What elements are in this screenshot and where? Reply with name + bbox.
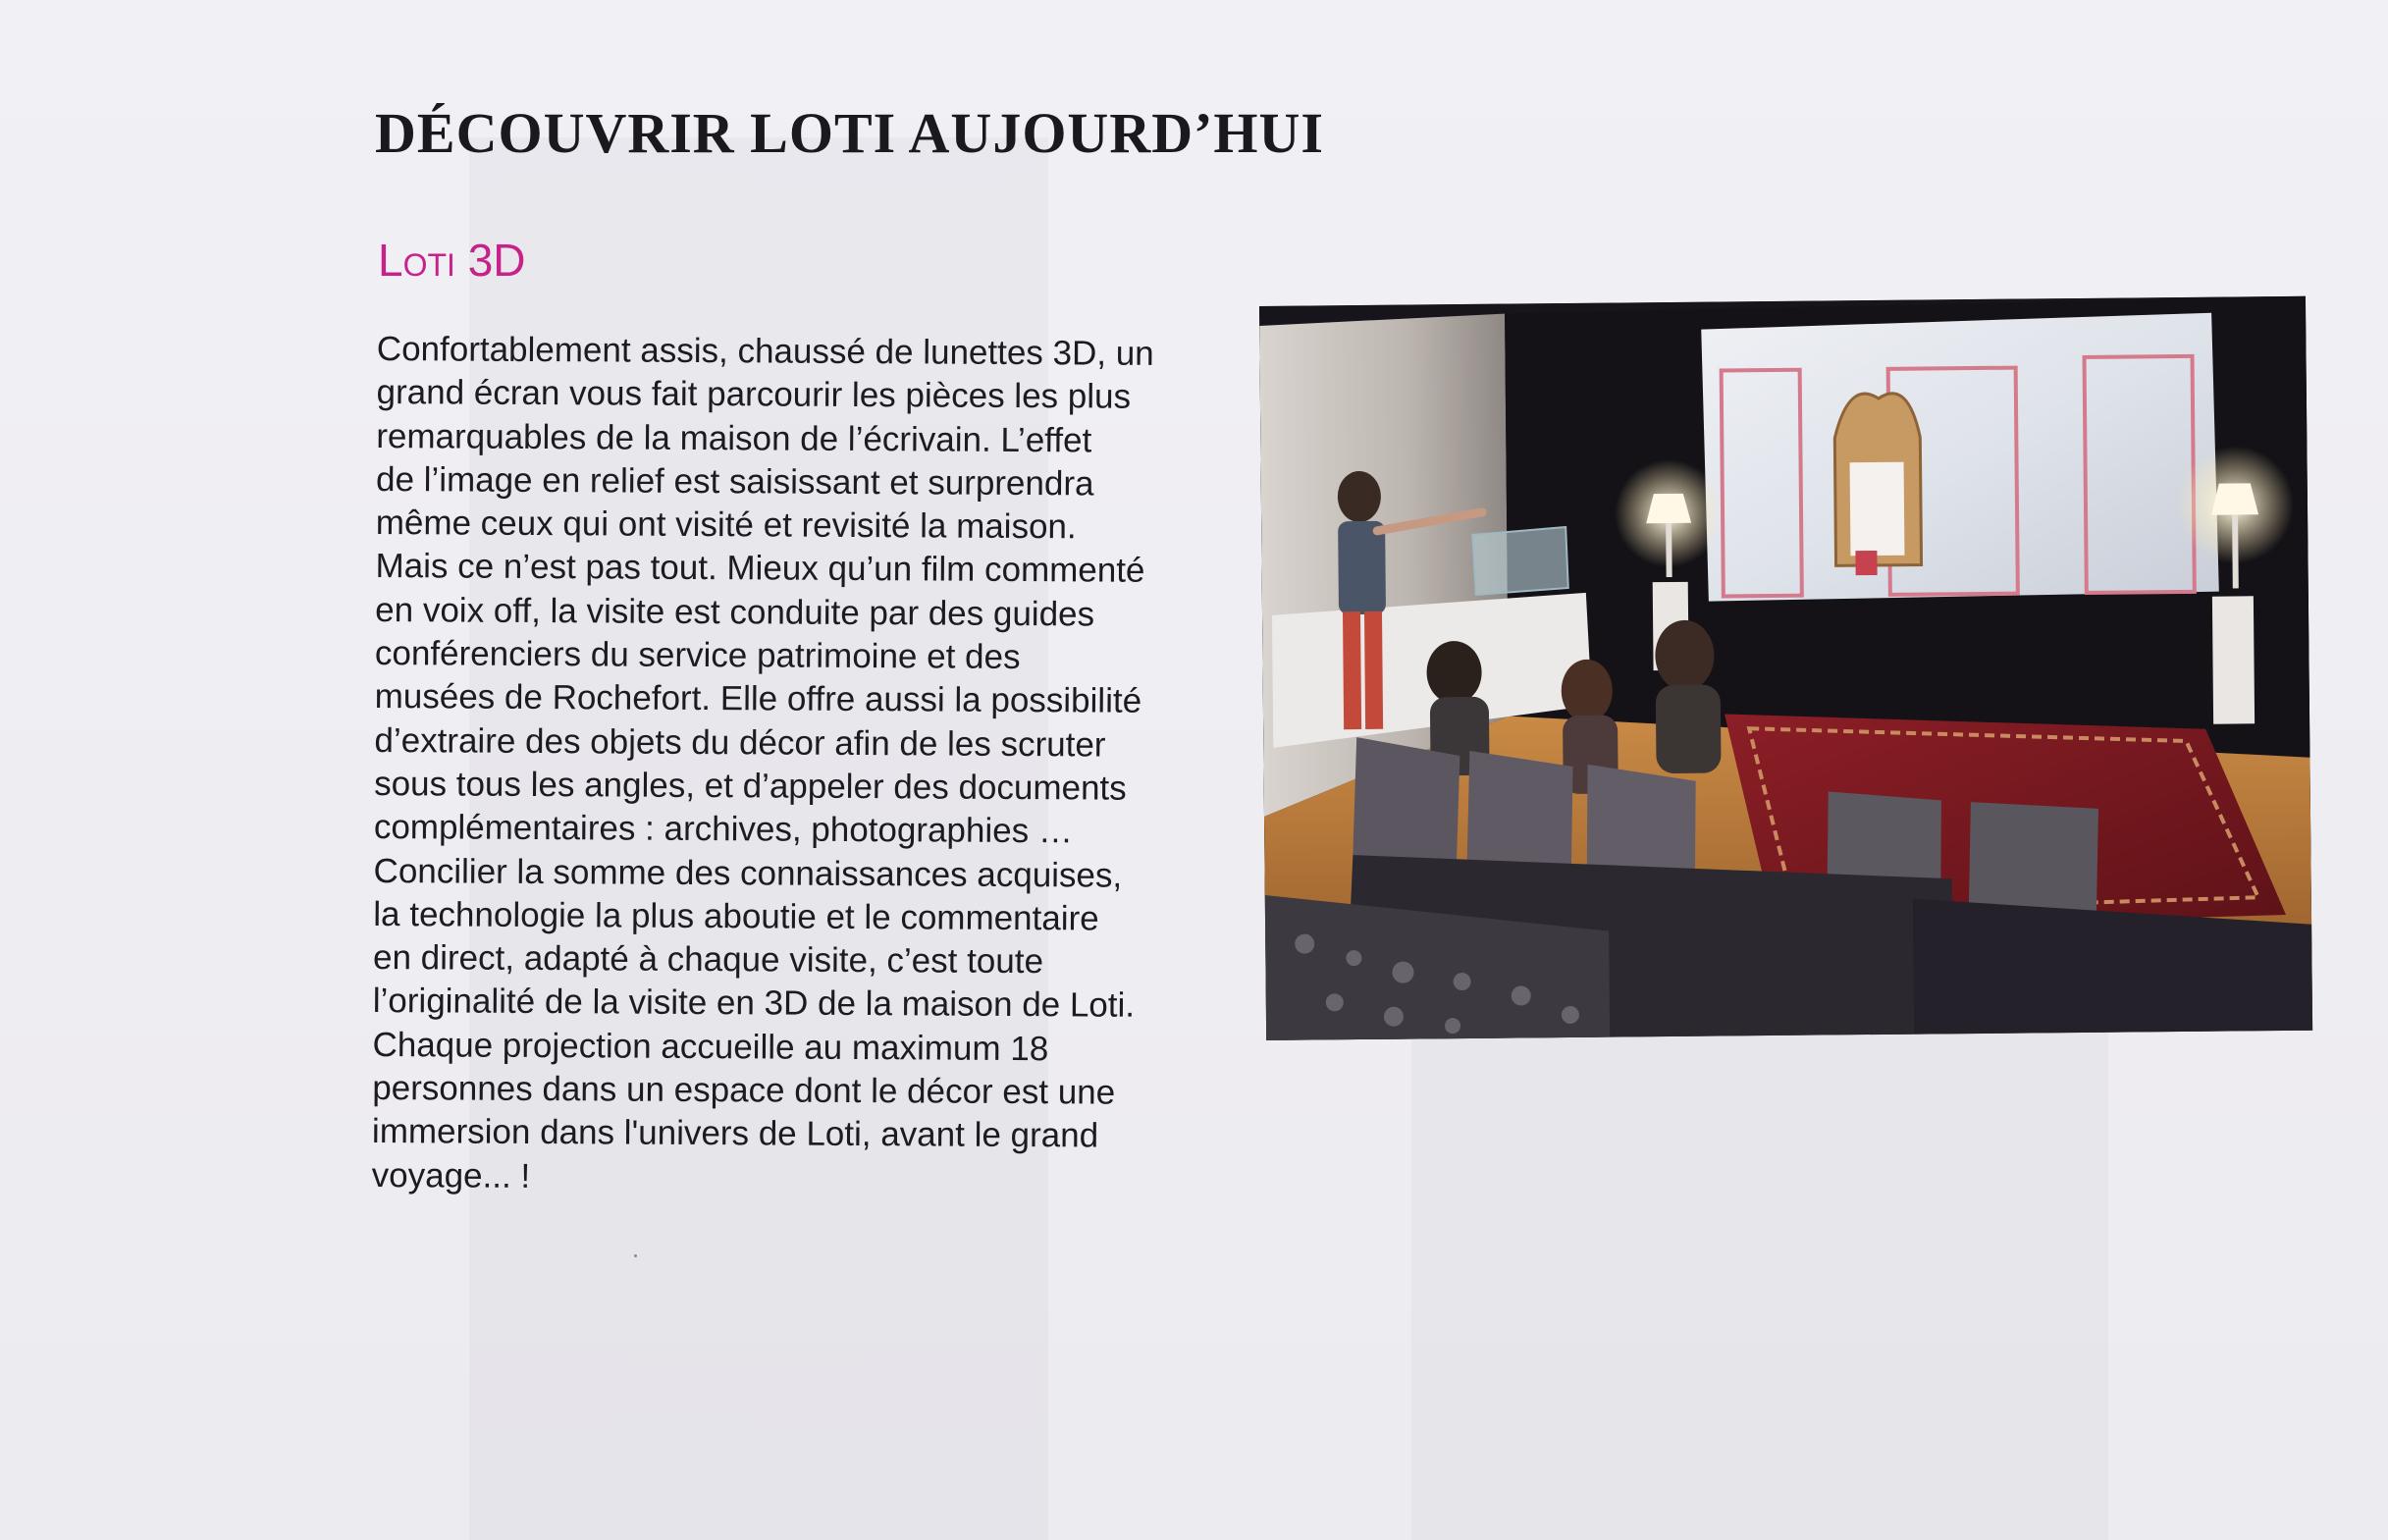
body-line: l’originalité de la visite en 3D de la maison de Loti. <box>372 982 1136 1026</box>
body-paragraph <box>372 328 1201 1202</box>
body-line: même ceux qui ont visité et revisité la maison. <box>375 504 1077 547</box>
body-line: remarquables de la maison de l’écrivain. L’effet <box>376 416 1092 460</box>
body-line: complémentaires : archives, photographies … <box>373 808 1074 851</box>
body-line: de l’image en relief est saisissant et surprendra <box>375 459 1094 504</box>
body-line: Concilier la somme des connaissances acquises, <box>373 851 1123 895</box>
bleed-through-panel <box>1411 1031 2108 1540</box>
page-heading: DÉCOUVRIR LOTI AUJOURD’HUI <box>375 101 1324 165</box>
body-line: sous tous les angles, et d’appeler des documents <box>374 764 1127 808</box>
body-line: la technologie la plus aboutie et le commentaire <box>373 894 1099 938</box>
projection-room-photo <box>1259 296 2312 1040</box>
body-line: Confortablement assis, chaussé de lunettes 3D, un <box>376 329 1154 373</box>
body-line: Mais ce n’est pas tout. Mieux qu’un film commenté <box>375 547 1145 591</box>
body-line: personnes dans un espace dont le décor est une <box>372 1069 1116 1112</box>
body-line: conférenciers du service patrimoine et des <box>374 634 1021 677</box>
body-line: en voix off, la visite est conduite par des guides <box>375 590 1095 634</box>
body-line: grand écran vous fait parcourir les pièces les plus <box>376 373 1132 416</box>
body-line: d’extraire des objets du décor afin de les scruter <box>374 720 1106 765</box>
body-line: musées de Rochefort. Elle offre aussi la possibilité <box>374 677 1142 721</box>
paper-speck <box>634 1254 637 1257</box>
body-line: voyage... ! <box>371 1155 531 1195</box>
body-line: immersion dans l'univers de Loti, avant le grand <box>371 1112 1099 1155</box>
body-line: Chaque projection accueille au maximum 18 <box>372 1025 1049 1068</box>
section-title: Loti 3D <box>378 235 526 286</box>
photo-illustration <box>1259 296 2312 1040</box>
body-line: en direct, adapté à chaque visite, c’est toute <box>372 938 1044 982</box>
